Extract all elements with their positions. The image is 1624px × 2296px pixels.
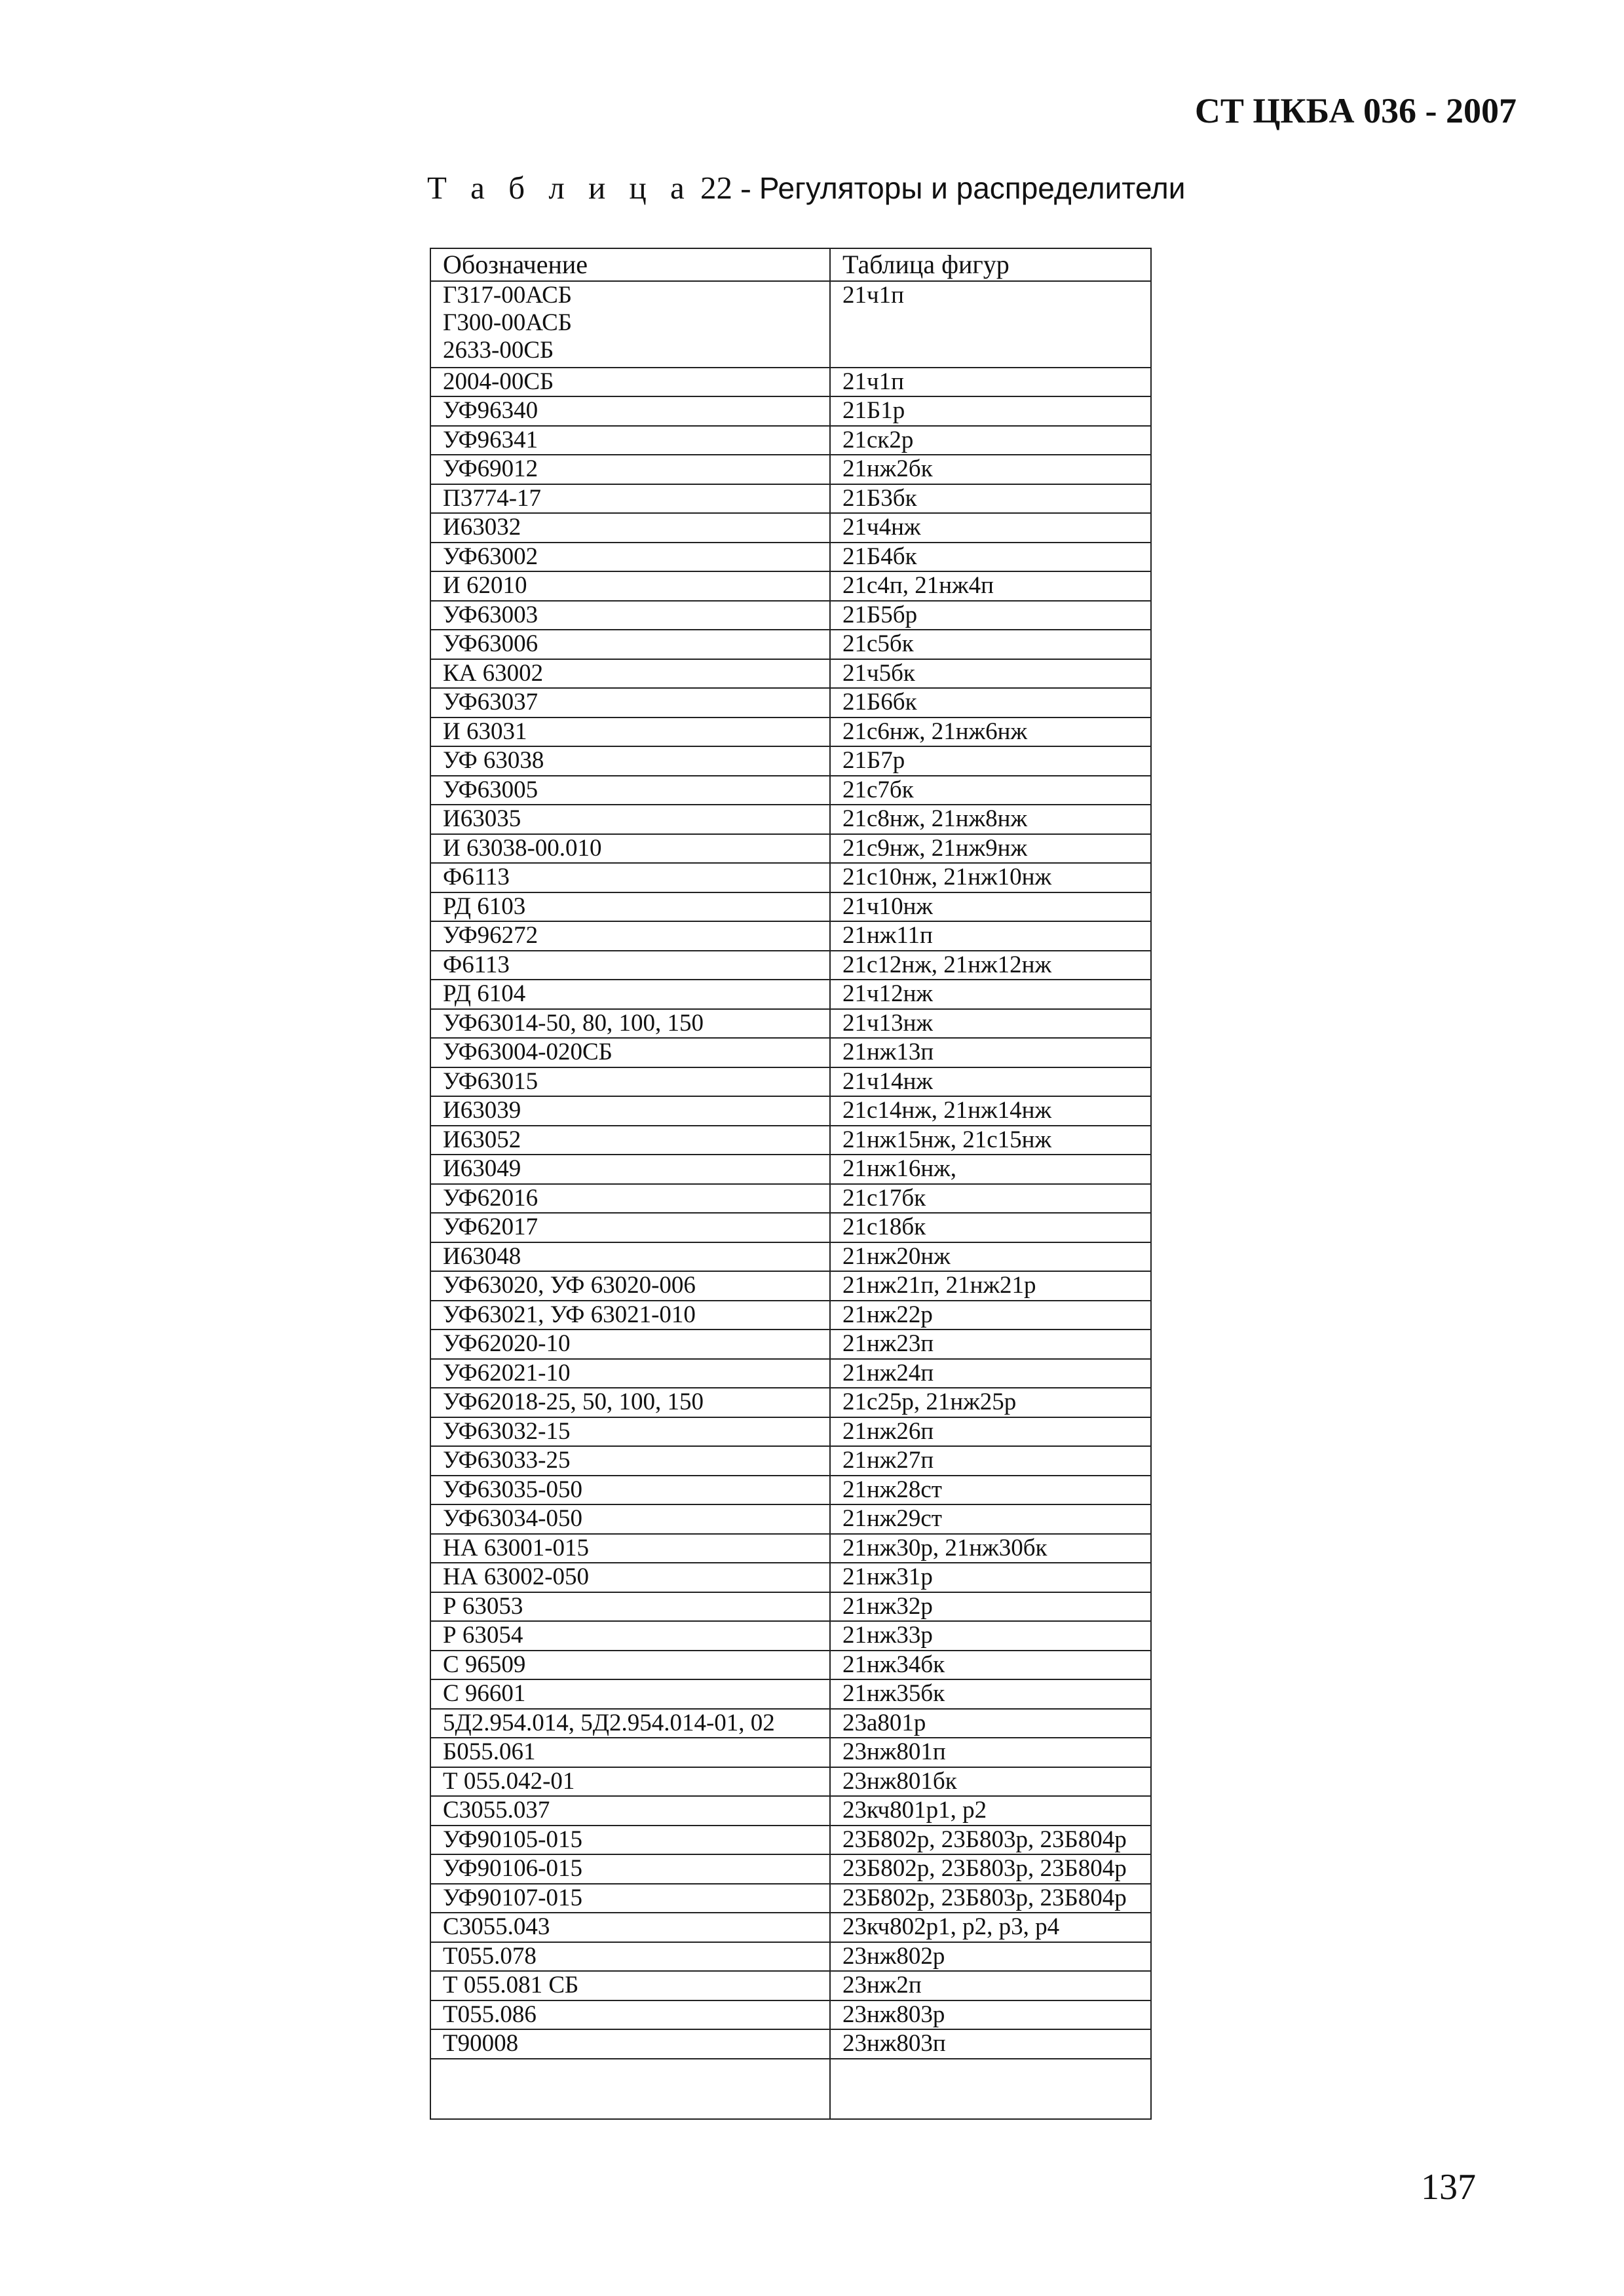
designation-cell: УФ90106-015 bbox=[430, 1854, 830, 1884]
table-row bbox=[430, 571, 1151, 601]
figure-table-cell: 21с6нж, 21нж6нж bbox=[830, 718, 1151, 747]
designation-cell: УФ69012 bbox=[430, 455, 830, 484]
table-row bbox=[430, 1067, 1151, 1097]
figure-table-cell: 21Б4бк bbox=[830, 543, 1151, 572]
designation-cell: Г317-00АСБ Г300-00АСБ 2633-00СБ bbox=[430, 281, 830, 368]
figure-table-cell: 21нж11п bbox=[830, 921, 1151, 951]
figure-table-cell: 21нж35бк bbox=[830, 1679, 1151, 1709]
figure-table-cell: 21Б1р bbox=[830, 396, 1151, 426]
designation-cell: Т055.078 bbox=[430, 1942, 830, 1972]
designation-cell: Т90008 bbox=[430, 2029, 830, 2059]
designation-cell: Т 055.081 СБ bbox=[430, 1971, 830, 2000]
table-row-empty bbox=[430, 2059, 1151, 2119]
figure-table-cell: 23нж803п bbox=[830, 2029, 1151, 2059]
figure-table-cell: 23нж803р bbox=[830, 2000, 1151, 2030]
designation-cell: УФ62016 bbox=[430, 1184, 830, 1214]
figure-table-cell: 21ч1п bbox=[830, 281, 1151, 368]
designation-cell: НА 63002-050 bbox=[430, 1563, 830, 1592]
table-row bbox=[430, 513, 1151, 543]
figure-table-cell: 21нж31р bbox=[830, 1563, 1151, 1592]
table-row bbox=[430, 980, 1151, 1009]
table-row bbox=[430, 2029, 1151, 2059]
designation-cell: УФ63032-15 bbox=[430, 1417, 830, 1447]
figure-table-cell: 23Б802р, 23Б803р, 23Б804р bbox=[830, 1826, 1151, 1855]
table-row bbox=[430, 630, 1151, 659]
figure-table-cell: 21нж2бк bbox=[830, 455, 1151, 484]
table-row bbox=[430, 484, 1151, 514]
designation-cell: И 62010 bbox=[430, 571, 830, 601]
designation-cell: УФ 63038 bbox=[430, 746, 830, 776]
empty-cell bbox=[430, 2059, 830, 2119]
table-row bbox=[430, 368, 1151, 397]
figure-table-cell: 21нж27п bbox=[830, 1446, 1151, 1476]
empty-cell bbox=[830, 2059, 1151, 2119]
figure-table-cell: 21Б6бк bbox=[830, 688, 1151, 718]
table-row bbox=[430, 1301, 1151, 1330]
table-row bbox=[430, 1621, 1151, 1651]
designation-cell: УФ62021-10 bbox=[430, 1359, 830, 1388]
table-row bbox=[430, 1884, 1151, 1913]
designation-cell: С3055.037 bbox=[430, 1796, 830, 1826]
table-row bbox=[430, 543, 1151, 572]
designation-cell: Т 055.042-01 bbox=[430, 1767, 830, 1797]
table-row bbox=[430, 688, 1151, 718]
designation-cell: С 96509 bbox=[430, 1651, 830, 1680]
column-header-figure-table: Таблица фигур bbox=[830, 248, 1151, 281]
table-body bbox=[430, 281, 1151, 2119]
table-caption bbox=[427, 169, 1185, 206]
table-row bbox=[430, 834, 1151, 864]
designation-cell: УФ90105-015 bbox=[430, 1826, 830, 1855]
designation-cell: И 63031 bbox=[430, 718, 830, 747]
figure-table-cell: 21с8нж, 21нж8нж bbox=[830, 805, 1151, 834]
figure-table-cell: 21ч4нж bbox=[830, 513, 1151, 543]
designation-cell: УФ63021, УФ 63021-010 bbox=[430, 1301, 830, 1330]
table-row bbox=[430, 659, 1151, 689]
table-row bbox=[430, 455, 1151, 484]
table-row bbox=[430, 1738, 1151, 1767]
figure-table-cell: 21нж24п bbox=[830, 1359, 1151, 1388]
designation-cell: УФ90107-015 bbox=[430, 1884, 830, 1913]
designation-cell: И63035 bbox=[430, 805, 830, 834]
table-row bbox=[430, 426, 1151, 455]
table-header-row bbox=[430, 248, 1151, 281]
designation-cell: П3774-17 bbox=[430, 484, 830, 514]
table-row bbox=[430, 1213, 1151, 1242]
figure-table-cell: 21нж23п bbox=[830, 1330, 1151, 1359]
figure-table-cell: 21с18бк bbox=[830, 1213, 1151, 1242]
table-row bbox=[430, 1796, 1151, 1826]
table-row bbox=[430, 1679, 1151, 1709]
table-row bbox=[430, 1184, 1151, 1214]
designation-cell: Б055.061 bbox=[430, 1738, 830, 1767]
table-row bbox=[430, 1534, 1151, 1563]
designation-cell: УФ96272 bbox=[430, 921, 830, 951]
figure-table-cell: 23Б802р, 23Б803р, 23Б804р bbox=[830, 1854, 1151, 1884]
figure-table-cell: 21Б3бк bbox=[830, 484, 1151, 514]
designation-cell: И63049 bbox=[430, 1155, 830, 1184]
table-row bbox=[430, 1563, 1151, 1592]
figure-table-cell: 21нж15нж, 21с15нж bbox=[830, 1126, 1151, 1155]
table-row bbox=[430, 1476, 1151, 1505]
designation-cell: 5Д2.954.014, 5Д2.954.014-01, 02 bbox=[430, 1709, 830, 1738]
designation-cell: УФ63020, УФ 63020-006 bbox=[430, 1271, 830, 1301]
designation-cell: Ф6113 bbox=[430, 951, 830, 980]
designation-cell: Р 63054 bbox=[430, 1621, 830, 1651]
figure-table-cell: 21с4п, 21нж4п bbox=[830, 571, 1151, 601]
figure-table-cell: 23Б802р, 23Б803р, 23Б804р bbox=[830, 1884, 1151, 1913]
designation-cell: УФ63014-50, 80, 100, 150 bbox=[430, 1009, 830, 1039]
designation-cell: И63048 bbox=[430, 1242, 830, 1272]
table-row bbox=[430, 892, 1151, 922]
figure-table-cell: 21нж13п bbox=[830, 1038, 1151, 1067]
designation-cell: И63052 bbox=[430, 1126, 830, 1155]
figure-table-cell: 21ч12нж bbox=[830, 980, 1151, 1009]
table-caption-label: Т а б л и ц а bbox=[427, 170, 692, 206]
figure-table-cell: 23кч802р1, р2, р3, р4 bbox=[830, 1913, 1151, 1942]
figure-table-cell: 21ч13нж bbox=[830, 1009, 1151, 1039]
designation-cell: С3055.043 bbox=[430, 1913, 830, 1942]
table-row bbox=[430, 1854, 1151, 1884]
figure-table-cell: 23нж2п bbox=[830, 1971, 1151, 2000]
designation-cell: Т055.086 bbox=[430, 2000, 830, 2030]
table-row bbox=[430, 1388, 1151, 1417]
designation-cell: УФ63005 bbox=[430, 776, 830, 805]
designation-cell: 2004-00СБ bbox=[430, 368, 830, 397]
regulators-table bbox=[430, 248, 1152, 2120]
figure-table-cell: 21ч1п bbox=[830, 368, 1151, 397]
figure-table-cell: 21ск2р bbox=[830, 426, 1151, 455]
figure-table-cell: 21с25р, 21нж25р bbox=[830, 1388, 1151, 1417]
table-row bbox=[430, 921, 1151, 951]
figure-table-cell: 21с5бк bbox=[830, 630, 1151, 659]
designation-cell: УФ63015 bbox=[430, 1067, 830, 1097]
table-row bbox=[430, 1126, 1151, 1155]
table-row bbox=[430, 746, 1151, 776]
figure-table-cell: 21с14нж, 21нж14нж bbox=[830, 1096, 1151, 1126]
figure-table-cell: 23кч801р1, р2 bbox=[830, 1796, 1151, 1826]
table-caption-title: Регуляторы и распределители bbox=[759, 171, 1186, 205]
table-row bbox=[430, 1330, 1151, 1359]
designation-cell: УФ96340 bbox=[430, 396, 830, 426]
table-row bbox=[430, 1359, 1151, 1388]
table-row bbox=[430, 1592, 1151, 1622]
figure-table-cell: 21ч10нж bbox=[830, 892, 1151, 922]
designation-cell: РД 6103 bbox=[430, 892, 830, 922]
table-row bbox=[430, 805, 1151, 834]
table-row bbox=[430, 863, 1151, 892]
designation-cell: УФ62018-25, 50, 100, 150 bbox=[430, 1388, 830, 1417]
figure-table-cell: 21нж29ст bbox=[830, 1504, 1151, 1534]
designation-cell: УФ63002 bbox=[430, 543, 830, 572]
table-row bbox=[430, 1271, 1151, 1301]
designation-cell: УФ63006 bbox=[430, 630, 830, 659]
figure-table-cell: 21нж21п, 21нж21р bbox=[830, 1271, 1151, 1301]
table-row bbox=[430, 776, 1151, 805]
figure-table-cell: 21нж26п bbox=[830, 1417, 1151, 1447]
figure-table-cell: 21с17бк bbox=[830, 1184, 1151, 1214]
designation-cell: УФ96341 bbox=[430, 426, 830, 455]
table-row bbox=[430, 1038, 1151, 1067]
designation-cell: УФ63033-25 bbox=[430, 1446, 830, 1476]
figure-table-cell: 21ч5бк bbox=[830, 659, 1151, 689]
designation-cell: УФ63004-020СБ bbox=[430, 1038, 830, 1067]
figure-table-cell: 23а801р bbox=[830, 1709, 1151, 1738]
figure-table-cell: 21нж22р bbox=[830, 1301, 1151, 1330]
table-row bbox=[430, 1446, 1151, 1476]
table-row bbox=[430, 1767, 1151, 1797]
designation-cell: УФ62020-10 bbox=[430, 1330, 830, 1359]
table-row bbox=[430, 1155, 1151, 1184]
designation-cell: С 96601 bbox=[430, 1679, 830, 1709]
table-row bbox=[430, 1826, 1151, 1855]
designation-cell: РД 6104 bbox=[430, 980, 830, 1009]
page-number: 137 bbox=[1421, 2167, 1476, 2208]
table-row bbox=[430, 1651, 1151, 1680]
table-row bbox=[430, 396, 1151, 426]
designation-cell: Ф6113 bbox=[430, 863, 830, 892]
table-row bbox=[430, 1242, 1151, 1272]
table-row bbox=[430, 718, 1151, 747]
figure-table-cell: 23нж801бк bbox=[830, 1767, 1151, 1797]
figure-table-cell: 21нж33р bbox=[830, 1621, 1151, 1651]
figure-table-cell: 21с9нж, 21нж9нж bbox=[830, 834, 1151, 864]
designation-cell: НА 63001-015 bbox=[430, 1534, 830, 1563]
designation-cell: И63032 bbox=[430, 513, 830, 543]
table-row bbox=[430, 1709, 1151, 1738]
figure-table-cell: 21с7бк bbox=[830, 776, 1151, 805]
designation-cell: Р 63053 bbox=[430, 1592, 830, 1622]
designation-cell: КА 63002 bbox=[430, 659, 830, 689]
designation-cell: УФ63034-050 bbox=[430, 1504, 830, 1534]
designation-cell: УФ63037 bbox=[430, 688, 830, 718]
table-row bbox=[430, 1009, 1151, 1039]
table-row bbox=[430, 2000, 1151, 2030]
figure-table-cell: 21нж20нж bbox=[830, 1242, 1151, 1272]
table-row bbox=[430, 281, 1151, 368]
designation-cell: И 63038-00.010 bbox=[430, 834, 830, 864]
figure-table-cell: 21Б7р bbox=[830, 746, 1151, 776]
figure-table-cell: 21нж28ст bbox=[830, 1476, 1151, 1505]
figure-table-cell: 21нж32р bbox=[830, 1592, 1151, 1622]
designation-cell: УФ63003 bbox=[430, 601, 830, 630]
designation-cell: И63039 bbox=[430, 1096, 830, 1126]
table-row bbox=[430, 1504, 1151, 1534]
column-header-designation: Обозначение bbox=[430, 248, 830, 281]
figure-table-cell: 21нж16нж, bbox=[830, 1155, 1151, 1184]
table-row bbox=[430, 1971, 1151, 2000]
table-row bbox=[430, 1942, 1151, 1972]
table-row bbox=[430, 1417, 1151, 1447]
document-code: СТ ЦКБА 036 - 2007 bbox=[1194, 91, 1517, 130]
figure-table-cell: 23нж802р bbox=[830, 1942, 1151, 1972]
table-caption-number: 22 - bbox=[700, 170, 751, 206]
table-row bbox=[430, 951, 1151, 980]
figure-table-cell: 21ч14нж bbox=[830, 1067, 1151, 1097]
figure-table-cell: 21с12нж, 21нж12нж bbox=[830, 951, 1151, 980]
table-row bbox=[430, 1913, 1151, 1942]
figure-table-cell: 21Б5бр bbox=[830, 601, 1151, 630]
figure-table-cell: 21нж34бк bbox=[830, 1651, 1151, 1680]
table-row bbox=[430, 601, 1151, 630]
figure-table-cell: 23нж801п bbox=[830, 1738, 1151, 1767]
designation-cell: УФ63035-050 bbox=[430, 1476, 830, 1505]
designation-cell: УФ62017 bbox=[430, 1213, 830, 1242]
figure-table-cell: 21нж30р, 21нж30бк bbox=[830, 1534, 1151, 1563]
table-row bbox=[430, 1096, 1151, 1126]
figure-table-cell: 21с10нж, 21нж10нж bbox=[830, 863, 1151, 892]
